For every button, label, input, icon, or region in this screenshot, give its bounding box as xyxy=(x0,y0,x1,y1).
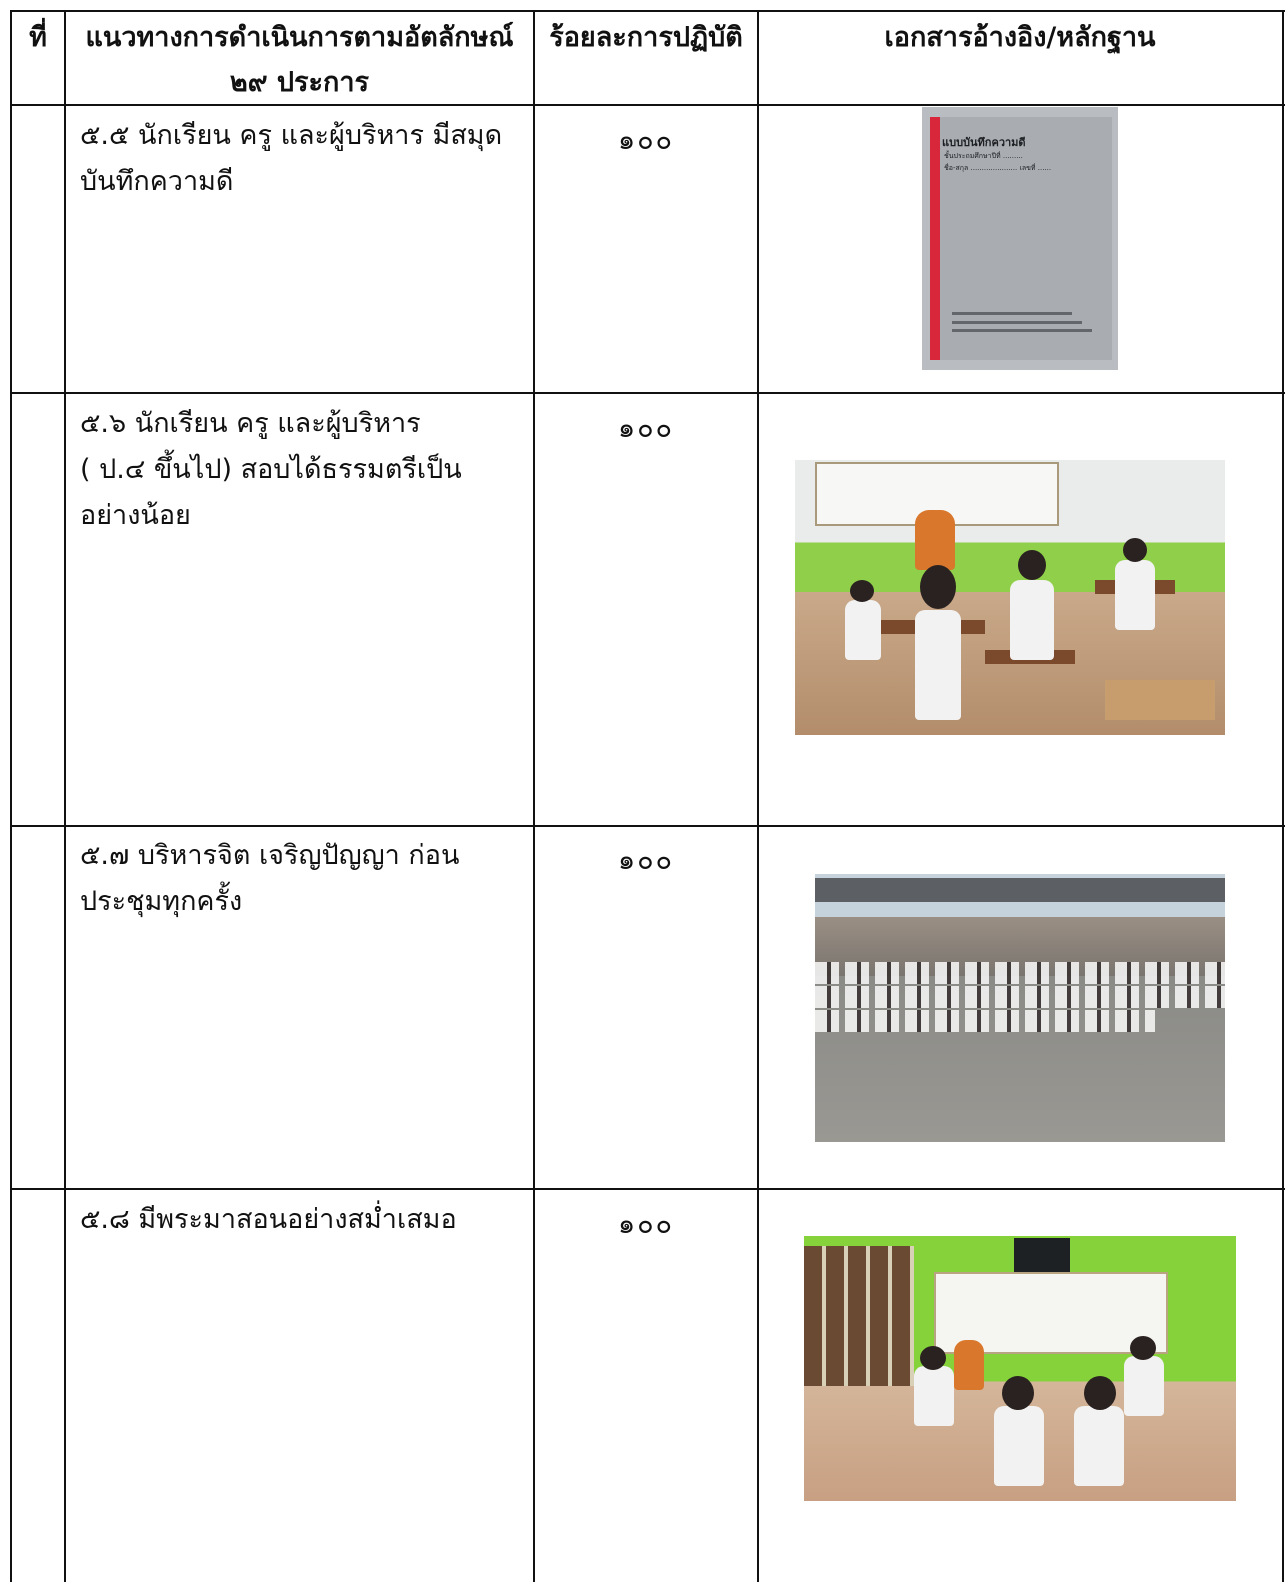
book-footer-line xyxy=(952,312,1072,315)
table-border-top xyxy=(10,10,1285,12)
student xyxy=(1124,1356,1164,1416)
seated-students-row xyxy=(815,962,1225,984)
monk-teaching-photo xyxy=(804,1236,1236,1501)
student-head xyxy=(1123,538,1147,562)
table-column-divider xyxy=(533,10,535,1582)
book-footer-line xyxy=(952,329,1092,332)
row-3-percent: ๑๐๐ xyxy=(617,845,675,876)
classroom-windows xyxy=(804,1246,914,1386)
table-row-divider xyxy=(10,825,1285,827)
seated-students-row xyxy=(815,1010,1155,1032)
student xyxy=(845,600,881,660)
header-percent: ร้อยละการปฏิบัติ xyxy=(549,22,743,53)
student xyxy=(1010,580,1054,660)
row-2-line-2: ( ป.๔ ขึ้นไป) สอบได้ธรรมตรีเป็น xyxy=(80,454,462,485)
row-4-percent: ๑๐๐ xyxy=(617,1209,675,1240)
header-guideline-line1: แนวทางการดำเนินการตามอัตลักษณ์ xyxy=(85,22,514,53)
book-spine xyxy=(930,117,940,360)
student xyxy=(915,610,961,720)
row-3-line-2: ประชุมทุกครั้ง xyxy=(80,886,243,917)
header-guideline-line2: ๒๙ ประการ xyxy=(229,67,370,98)
row-1-percent: ๑๐๐ xyxy=(617,125,675,156)
seated-students-row xyxy=(815,986,1225,1008)
row-4-line-1: ๕.๘ มีพระมาสอนอย่างสม่ำเสมอ xyxy=(80,1204,457,1235)
student-head xyxy=(1002,1376,1034,1410)
table-column-divider xyxy=(64,10,66,1582)
row-1-line-2: บันทึกความดี xyxy=(80,166,234,197)
classroom-exam-photo xyxy=(795,460,1225,735)
table-row-divider xyxy=(10,392,1285,394)
student-head xyxy=(920,1346,946,1370)
student-head xyxy=(1084,1376,1116,1410)
book-footer-line xyxy=(952,321,1082,324)
row-2-percent: ๑๐๐ xyxy=(617,413,675,444)
table-row-divider xyxy=(10,1188,1285,1190)
table-border-right xyxy=(1282,10,1284,1582)
student-head xyxy=(920,565,956,609)
header-no: ที่ xyxy=(29,22,47,53)
desk xyxy=(1105,680,1215,720)
student xyxy=(994,1406,1044,1486)
book-subtitle-2: ชื่อ-สกุล ..................... เลขที่ ...... xyxy=(944,164,1052,172)
table-border-left xyxy=(10,10,12,1582)
book-cover-photo xyxy=(922,107,1118,370)
row-2-line-1: ๕.๖ นักเรียน ครู และผู้บริหาร xyxy=(80,408,421,439)
student xyxy=(1115,560,1155,630)
book-subtitle-1: ชั้นประถมศึกษาปีที่ ......... xyxy=(944,152,1023,160)
student-head xyxy=(1018,550,1046,580)
monk-figure xyxy=(915,510,955,570)
row-2-line-3: อย่างน้อย xyxy=(80,500,191,531)
header-evidence: เอกสารอ้างอิง/หลักฐาน xyxy=(884,22,1156,53)
row-1-line-1: ๕.๕ นักเรียน ครู และผู้บริหาร มีสมุด xyxy=(80,120,503,151)
row-3-line-1: ๕.๗ บริหารจิต เจริญปัญญา ก่อน xyxy=(80,840,460,871)
student xyxy=(1074,1406,1124,1486)
monk-figure xyxy=(954,1340,984,1390)
student-head xyxy=(850,580,874,602)
shelter-roof xyxy=(815,878,1225,902)
book-title: แบบบันทึกความดี xyxy=(942,136,1026,149)
student xyxy=(914,1366,954,1426)
student-head xyxy=(1130,1336,1156,1360)
assembly-meditation-photo xyxy=(815,874,1225,1142)
table-column-divider xyxy=(757,10,759,1582)
